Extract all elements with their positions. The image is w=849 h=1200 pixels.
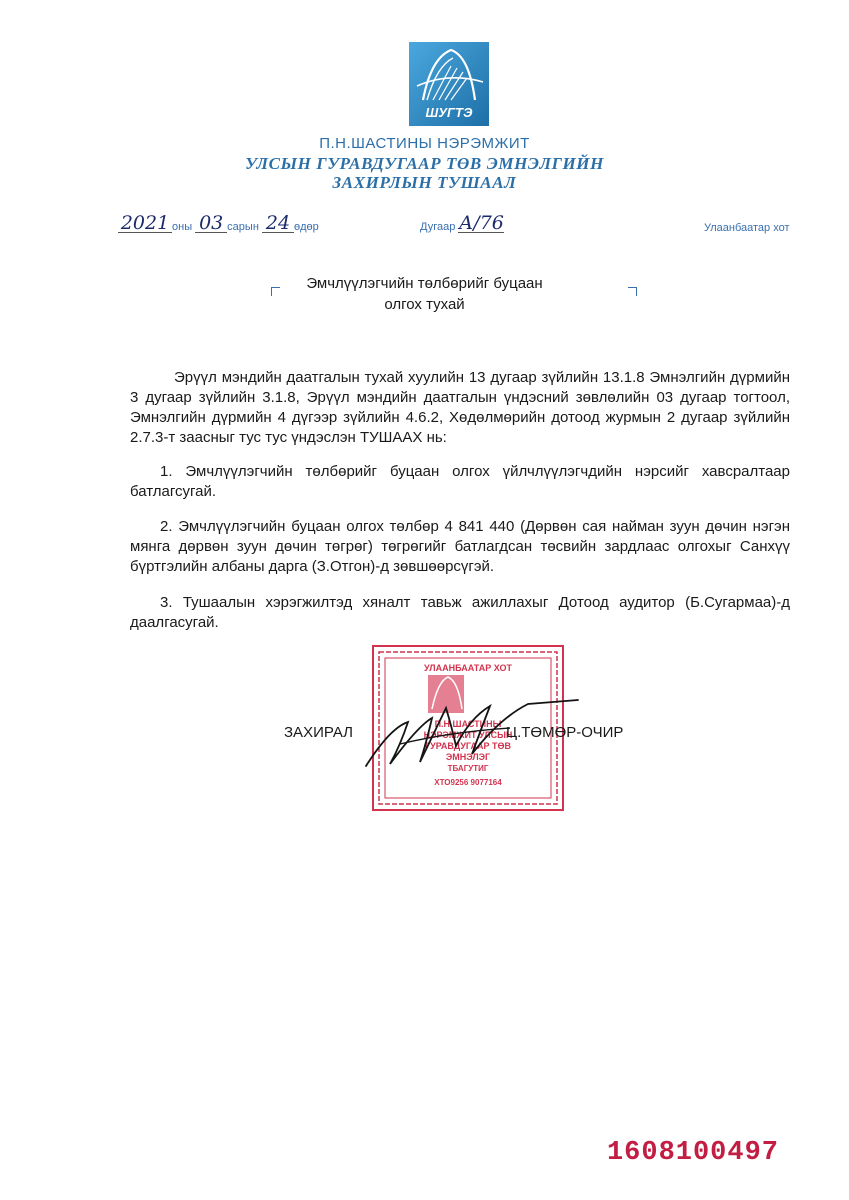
order-item-2: 2. Эмчлүүлэгчийн буцаан олгох төлбөр 4 841 440 (Дөрвөн сая найман зуун дөчин нэгэн мянга дөрвөн зуун дөчин төгрөг) төгрөгийг батлагдсан төсвийн зардлаас олгохыг Санхүү бүртгэлийн албаны дарга (З.Отгон)-д зөвшөөрсүгэй. (130, 518, 790, 575)
subject (0, 273, 849, 315)
stamp-line-2: НЭРЭМЖИТ УЛСЫН (423, 730, 513, 740)
stamp-line-5: ТБАГУТИГ (447, 764, 489, 773)
number-label: Дугаар (420, 221, 456, 233)
stamp-line-6: ХТО9256 9077164 (434, 778, 502, 787)
header-line-1: П.Н.ШАСТИНЫ НЭРЭМЖИТ (319, 135, 530, 152)
city-label: Улаанбаатар хот (704, 222, 790, 234)
year-label: оны (172, 221, 193, 233)
subject-line-2: олгох тухай (384, 296, 465, 313)
handwritten-signature (360, 688, 590, 778)
order-number-field (420, 214, 504, 233)
date-day: 24 (262, 214, 294, 233)
stamp-line-3: ГУРАВДУГААР ТӨВ (425, 741, 511, 751)
order-item-3: 3. Тушаалын хэрэгжилтэд хяналт тавьж ажиллахыг Дотоод аудитор (Б.Сугармаа)-д даалгасугай. (130, 594, 790, 631)
subject-line-1: Эмчлүүлэгчийн төлбөрийг буцаан (306, 275, 543, 292)
order-item-1: 1. Эмчлүүлэгчийн төлбөрийг буцаан олгох үйлчлүүлэгчдийн нэрсийг хавсралтаар батлагсугай. (130, 463, 790, 500)
day-label: өдөр (293, 221, 319, 233)
order-number: А/76 (458, 212, 504, 234)
document-serial-number: 1608100497 (606, 1138, 779, 1168)
preamble-paragraph: Эрүүл мэндийн даатгалын тухай хуулийн 13 дугаар зүйлийн 13.1.8 Эмнэлгийн дүрмийн 3 дугаар зүйлийн 3.1.8, Эрүүл мэндийн даатгалын үндэсний зөвлөлийн 03 дугаар тогтоол, Эмнэлгийн дүрмийн 4 дүгээр зүйлийн 4.6.2, Хөдөлмөрийн дотоод журмын 2 дугаар зүйлийн 2.7.3-т заасныг тус тус үндэслэн ТУШААХ нь: (130, 369, 790, 446)
logo-text: ШУГТЭ (425, 105, 473, 120)
date-month: 03 (195, 214, 227, 233)
date-field (118, 214, 319, 233)
hospital-logo (409, 42, 489, 126)
signatory-name: Ц.ТӨМӨР-ОЧИР (506, 724, 624, 741)
stamp-city: УЛААНБААТАР ХОТ (424, 663, 512, 673)
stamp-line-4: ЭМНЭЛЭГ (445, 752, 491, 762)
date-year: 2021 (118, 214, 172, 233)
stamp-line-1: П.Н.ШАСТИНЫ (434, 719, 502, 729)
month-label: сарын (227, 221, 259, 233)
header-line-3: ЗАХИРЛЫН ТУШААЛ (332, 173, 517, 192)
header-line-2: УЛСЫН ГУРАВДУГААР ТӨВ ЭМНЭЛГИЙН (245, 154, 604, 173)
signatory-title: ЗАХИРАЛ (284, 724, 354, 741)
